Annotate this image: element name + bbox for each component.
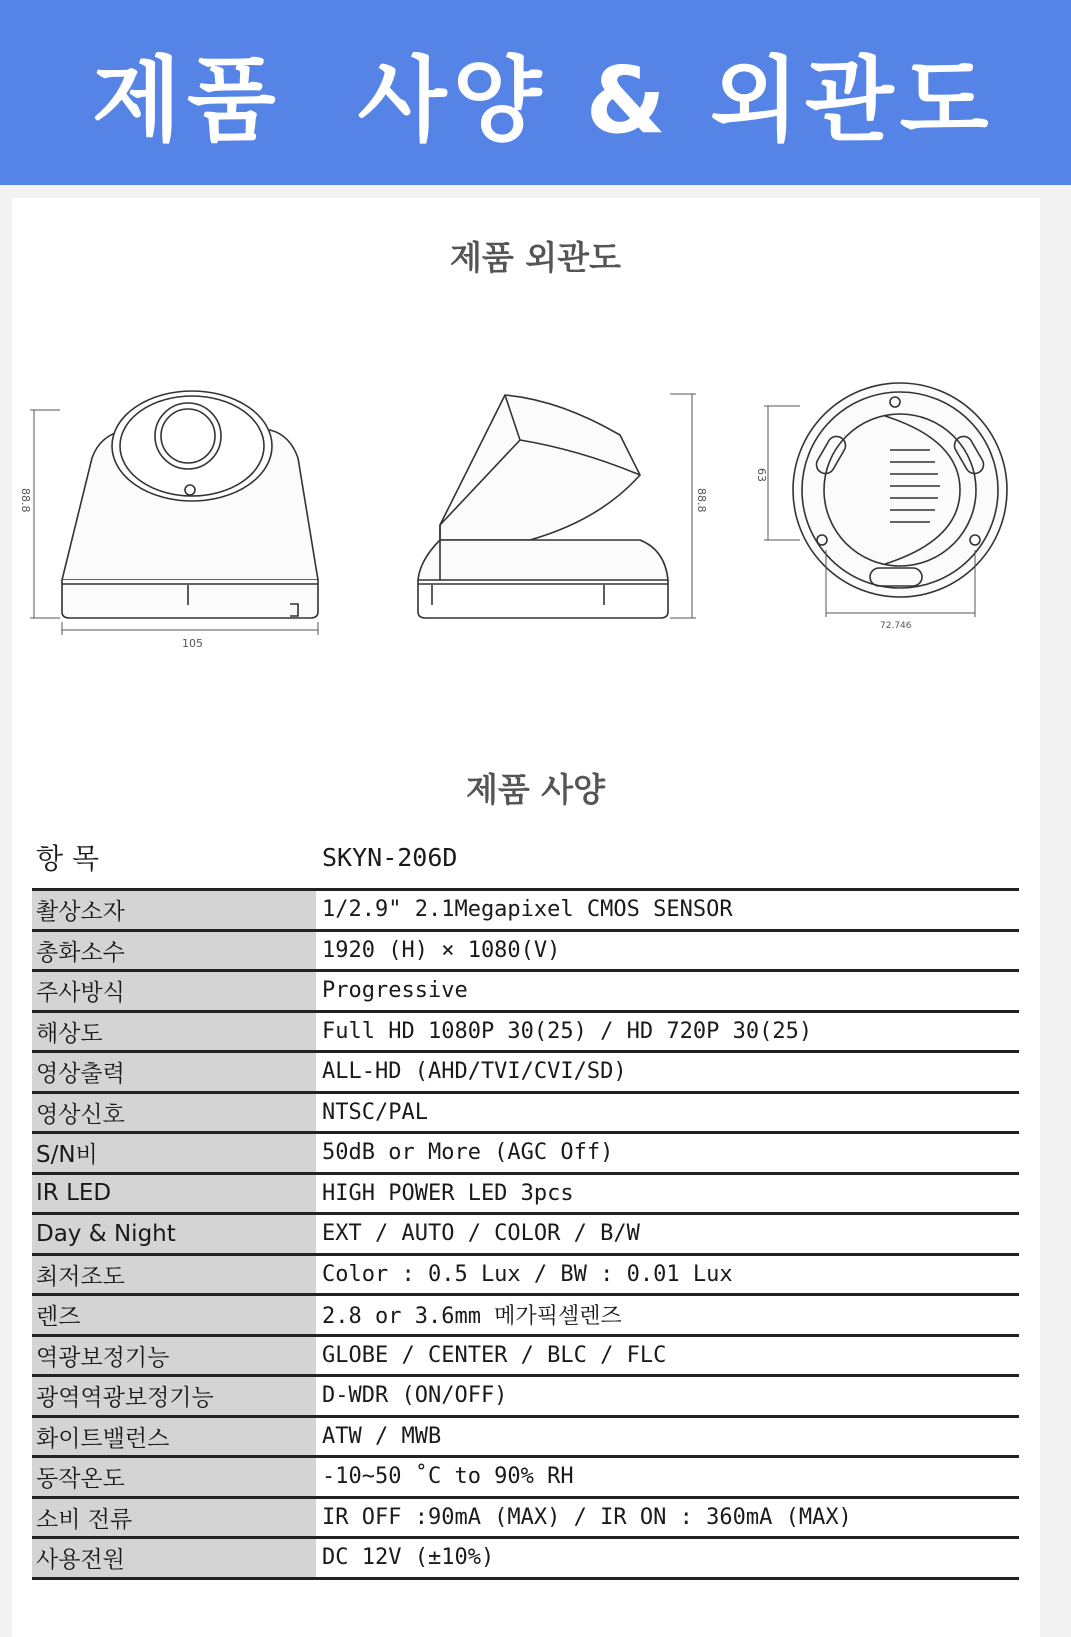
spec-value: GLOBE / CENTER / BLC / FLC (322, 1342, 667, 1368)
spec-label: 해상도 (32, 1013, 316, 1051)
spec-label: 역광보정기능 (32, 1337, 316, 1375)
spec-label: Day & Night (32, 1215, 316, 1253)
spec-value: 50dB or More (AGC Off) (322, 1140, 614, 1166)
spec-value: Full HD 1080P 30(25) / HD 720P 30(25) (322, 1018, 813, 1044)
spec-table-header (32, 826, 1019, 891)
spec-row (32, 1053, 1019, 1094)
spec-rows (32, 891, 1019, 1580)
appearance-section-title: 제품 외관도 (450, 238, 621, 277)
front-width-dimension: 105 (182, 637, 203, 650)
spec-row (32, 1539, 1019, 1580)
spec-value: Color : 0.5 Lux / BW : 0.01 Lux (322, 1261, 733, 1287)
spec-row (32, 1094, 1019, 1135)
front-view-drawing (62, 391, 318, 618)
spec-value: Progressive (322, 978, 468, 1004)
spec-row (32, 1499, 1019, 1540)
spec-row (32, 972, 1019, 1013)
spec-label: 촬상소자 (32, 891, 316, 929)
spec-row (32, 1418, 1019, 1459)
header-item-label: 항 목 (36, 842, 99, 875)
spec-value: -10~50 ˚C to 90% RH (322, 1464, 574, 1490)
spec-label: 영상신호 (32, 1094, 316, 1132)
spec-row (32, 1215, 1019, 1256)
spec-row (32, 1377, 1019, 1418)
spec-value: ATW / MWB (322, 1423, 442, 1449)
spec-row (32, 1175, 1019, 1216)
spec-label: 주사방식 (32, 972, 316, 1010)
spec-value: D-WDR (ON/OFF) (322, 1383, 508, 1409)
camera-outline-drawings (0, 380, 1071, 680)
spec-row (32, 1013, 1019, 1054)
spec-value: HIGH POWER LED 3pcs (322, 1180, 574, 1206)
spec-label: 영상출력 (32, 1053, 316, 1091)
side-view-drawing (418, 395, 668, 618)
spec-label: 사용전원 (32, 1539, 316, 1577)
spec-label: 화이트밸런스 (32, 1418, 316, 1456)
spec-label: 동작온도 (32, 1458, 316, 1496)
bottom-height-dimension: 63 (755, 468, 768, 482)
spec-label: 렌즈 (32, 1296, 316, 1334)
spec-label: S/N비 (32, 1134, 316, 1172)
spec-value: DC 12V (±10%) (322, 1545, 495, 1571)
bottom-width-dimension: 72.746 (880, 621, 912, 631)
banner-title: 제품 사양 & 외관도 (92, 46, 995, 154)
spec-value: NTSC/PAL (322, 1099, 428, 1125)
spec-value: EXT / AUTO / COLOR / B/W (322, 1221, 640, 1247)
spec-row (32, 932, 1019, 973)
spec-table (32, 826, 1019, 1580)
specs-section-title: 제품 사양 (465, 770, 605, 809)
spec-label: 소비 전류 (32, 1499, 316, 1537)
spec-row (32, 1458, 1019, 1499)
side-view-dimensions (670, 394, 696, 618)
spec-row (32, 1134, 1019, 1175)
spec-value: ALL-HD (AHD/TVI/CVI/SD) (322, 1059, 627, 1085)
spec-row (32, 1337, 1019, 1378)
spec-value: 1920 (H) × 1080(V) (322, 937, 561, 963)
front-height-dimension: 88.8 (19, 488, 32, 513)
header-model-name: SKYN-206D (322, 842, 458, 872)
spec-row (32, 1256, 1019, 1297)
spec-value: 2.8 or 3.6mm 메가픽셀렌즈 (322, 1304, 622, 1330)
spec-label: 광역역광보정기능 (32, 1377, 316, 1415)
spec-value: IR OFF :90mA (MAX) / IR ON : 360mA (MAX) (322, 1504, 852, 1530)
spec-label: 총화소수 (32, 932, 316, 970)
spec-row (32, 1296, 1019, 1337)
spec-label: 최저조도 (32, 1256, 316, 1294)
spec-value: 1/2.9" 2.1Megapixel CMOS SENSOR (322, 897, 733, 923)
spec-row (32, 891, 1019, 932)
spec-label: IR LED (32, 1175, 316, 1213)
side-height-dimension: 88.8 (695, 488, 708, 513)
